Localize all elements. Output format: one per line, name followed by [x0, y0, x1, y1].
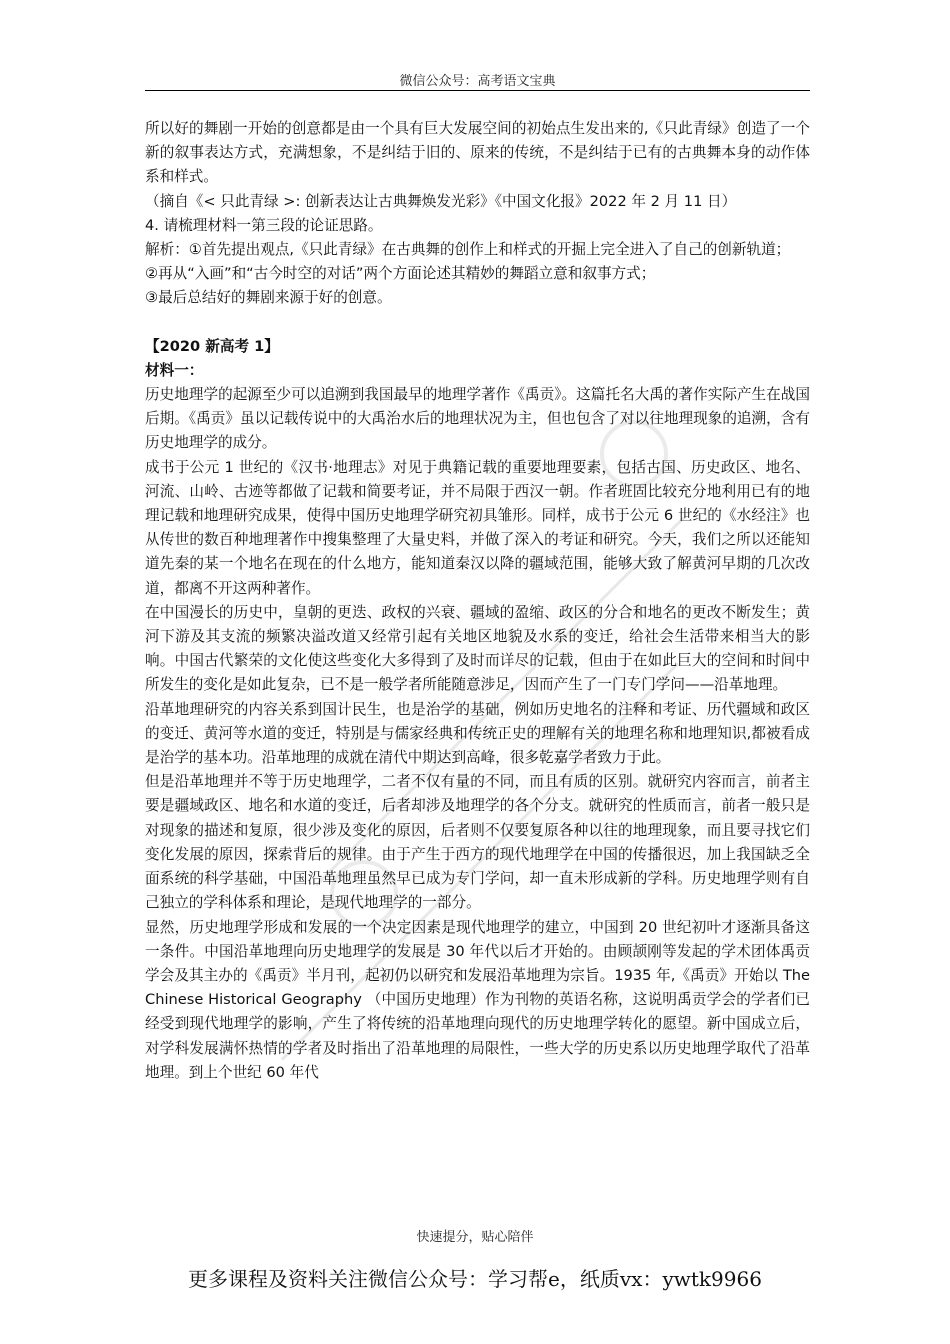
material-heading: 材料一： — [145, 361, 204, 379]
page-footer: 快速提分，贴心陪伴 — [416, 1230, 534, 1245]
question: 4. 请梳理材料一第三段的论证思路。 — [145, 216, 383, 234]
header-divider — [145, 90, 810, 91]
page-header: 微信公众号：高考语文宝典 — [399, 74, 556, 89]
answer-paragraph: ②再从“入画”和“古今时空的对话”两个方面论述其精妙的舞蹈立意和叙事方式； — [145, 265, 656, 283]
paragraph: 但是沿革地理并不等于历史地理学，二者不仅有量的不同，而且有质的区别。就研究内容而言，前者主要是疆域政区、地名和水道的变迁，后者却涉及地理学的各个分支。就研究的性质而言，前者一般只是对现象的描述和复原，很少涉及变化的原因，后者则不仅要复原各种以往的地理现象，而且要寻找它们变化发展的原因，探索背后的规律。由于产生于西方的现代地理学在中国的传播很迟，加上我国缺乏全面系统的科学基础，中国沿革地理虽然早已成为专门学问，却一直未形成新的学科。历史地理学则有自己独立的学科体系和理论，是现代地理学的一部分。 — [145, 773, 810, 912]
promo-note: 更多课程及资料关注微信公众号：学习帮e，纸质vx：ywtk9966 — [188, 1267, 762, 1291]
answer-paragraph: 解析：①首先提出观点,《只此青绿》在古典舞的创作上和样式的开掘上完全进入了自己的创新轨道； — [145, 241, 791, 259]
answer-paragraph: ③最后总结好的舞剧来源于好的创意。 — [145, 289, 392, 307]
citation: （摘自《< 只此青绿 >: 创新表达让古典舞焕发光彩》《中国文化报》2022 年 2 月 11 日） — [145, 192, 737, 210]
paragraph: 在中国漫长的历史中，皇朝的更迭、政权的兴衰、疆域的盈缩、政区的分合和地名的更改不断发生；黄河下游及其支流的频繁决溢改道又经常引起有关地区地貌及水系的变迁，给社会生活带来相当大的影响。中国古代繁荣的文化使这些变化大多得到了及时而详尽的记载，但由于在如此巨大的空间和时间中所发生的变化是如此复杂，已不是一般学者所能随意涉足，因而产生了一门专门学问——沿革地理。 — [145, 603, 810, 694]
paragraph: 成书于公元 1 世纪的《汉书·地理志》对见于典籍记载的重要地理要素，包括古国、历史政区、地名、河流、山岭、古迹等都做了记载和简要考证，并不局限于西汉一朝。作者班固比较充分地利用已有的地理记载和地理研究成果，使得中国历史地理学研究初具雏形。同样，成书于公元 6 世纪的《水经注》也从传世的数百种地理著作中搜集整理了大量史料，并做了深入的考证和研究。今天，我们之所以还能知道先秦的某一个地名在现在的什么地方，能知道秦汉以降的疆域范围，能够大致了解黄河早期的几次改道，都离不开这两种著作。 — [145, 458, 810, 597]
spacer — [145, 311, 810, 335]
paragraph: 沿革地理研究的内容关系到国计民生，也是治学的基础，例如历史地名的注释和考证、历代疆域和政区的变迁、黄河等水道的变迁，特别是与儒家经典和传统正史的理解有关的地理名称和地理知识,都被看成是治学的基本功。沿革地理的成就在清代中期达到高峰，很多乾嘉学者致力于此。 — [145, 700, 810, 767]
section-heading: 【2020 新高考 1】 — [145, 337, 279, 355]
paragraph: 显然，历史地理学形成和发展的一个决定因素是现代地理学的建立，中国到 20 世纪初叶才逐渐具备这一条件。中国沿革地理向历史地理学的发展是 30 年代以后才开始的。由顾颉刚等发起的学术团体禹贡学会及其主办的《禹贡》半月刊，起初仍以研究和发展沿革地理为宗旨。1935 年,《禹贡》开始以 The Chinese Historical Geography （中国历史地理）作为刊物的英语名称，这说明禹贡学会的学者们已经受到现代地理学的影响，产生了将传统的沿革地理向现代的历史地理学转化的愿望。新中国成立后，对学科发展满怀热情的学者及时指出了沿革地理的局限性，一些大学的历史系以历史地理学取代了沿革地理。到上个世纪 60 年代 — [145, 918, 810, 1081]
paragraph: 所以好的舞剧一开始的创意都是由一个具有巨大发展空间的初始点生发出来的,《只此青绿》创造了一个新的叙事表达方式，充满想象，不是纠结于旧的、原来的传统，不是纠结于已有的古典舞本身的动作体系和样式。 — [145, 120, 810, 186]
document-body — [145, 117, 810, 1085]
paragraph: 历史地理学的起源至少可以追溯到我国最早的地理学著作《禹贡》。这篇托名大禹的著作实际产生在战国后期。《禹贡》虽以记载传说中的大禹治水后的地理状况为主，但也包含了对以往地理现象的追溯，含有历史地理学的成分。 — [145, 386, 810, 452]
